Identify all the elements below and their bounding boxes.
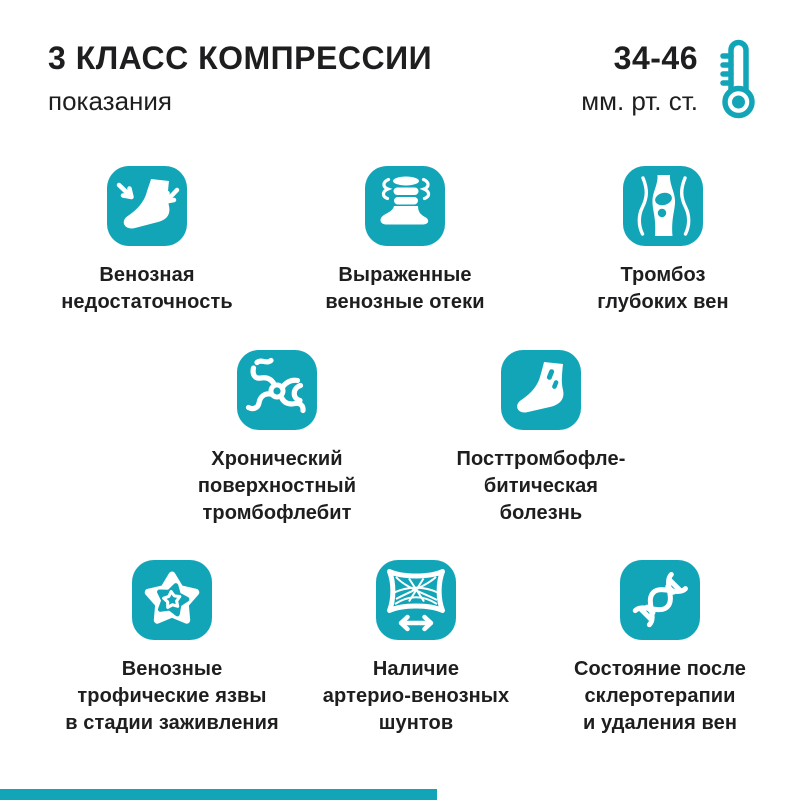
indication-card xyxy=(301,560,531,737)
dna-icon-tile xyxy=(620,560,700,640)
page-title: 3 КЛАСС КОМПРЕССИИ xyxy=(48,40,433,76)
trophic-ulcer-icon-tile xyxy=(132,560,212,640)
indication-label: Выраженные венозные отеки xyxy=(325,264,485,313)
indication-card xyxy=(421,350,661,527)
mesh-shunt-icon xyxy=(376,560,456,640)
indications-row-2 xyxy=(0,350,800,527)
indication-label: Тромбоз глубоких вен xyxy=(597,264,729,313)
title-block xyxy=(48,40,432,117)
pressure-block xyxy=(581,40,760,126)
pressure-unit: мм. рт. ст. xyxy=(581,86,698,116)
page-subtitle: показания xyxy=(48,86,172,116)
thermometer-icon xyxy=(714,38,760,126)
indication-label: Наличие артерио-венозных шунтов xyxy=(322,658,510,734)
stocking-icon xyxy=(501,350,581,430)
pressure-value: 34-46 xyxy=(613,40,698,76)
deep-vein-thrombus-icon-tile xyxy=(623,166,703,246)
compression-sock-icon xyxy=(107,166,187,246)
indication-label: Посттромбофле- битическая болезнь xyxy=(456,448,626,524)
indication-card xyxy=(32,166,262,316)
indication-card xyxy=(548,166,778,316)
header xyxy=(0,0,800,126)
indication-card xyxy=(545,560,775,737)
dna-icon xyxy=(620,560,700,640)
indication-card xyxy=(57,560,287,737)
indications-row-1 xyxy=(0,166,800,316)
swollen-leg-icon-tile xyxy=(365,166,445,246)
trophic-ulcer-icon xyxy=(132,560,212,640)
pressure-text xyxy=(581,40,698,117)
vessel-network-icon xyxy=(237,350,317,430)
indications-row-3 xyxy=(0,560,800,737)
accent-bottom-bar xyxy=(0,789,437,800)
mesh-shunt-icon-tile xyxy=(376,560,456,640)
indication-label: Состояние после склеротерапии и удаления вен xyxy=(574,658,746,734)
indication-label: Венозные трофические язвы в стадии заживления xyxy=(65,658,279,734)
swollen-leg-icon xyxy=(365,166,445,246)
compression-sock-icon-tile xyxy=(107,166,187,246)
vessel-network-icon-tile xyxy=(237,350,317,430)
deep-vein-thrombus-icon xyxy=(623,166,703,246)
indication-label: Венозная недостаточность xyxy=(61,264,233,313)
indication-label: Хронический поверхностный тромбофлебит xyxy=(197,448,357,524)
stocking-icon-tile xyxy=(501,350,581,430)
indication-card xyxy=(290,166,520,316)
indication-card xyxy=(157,350,397,527)
